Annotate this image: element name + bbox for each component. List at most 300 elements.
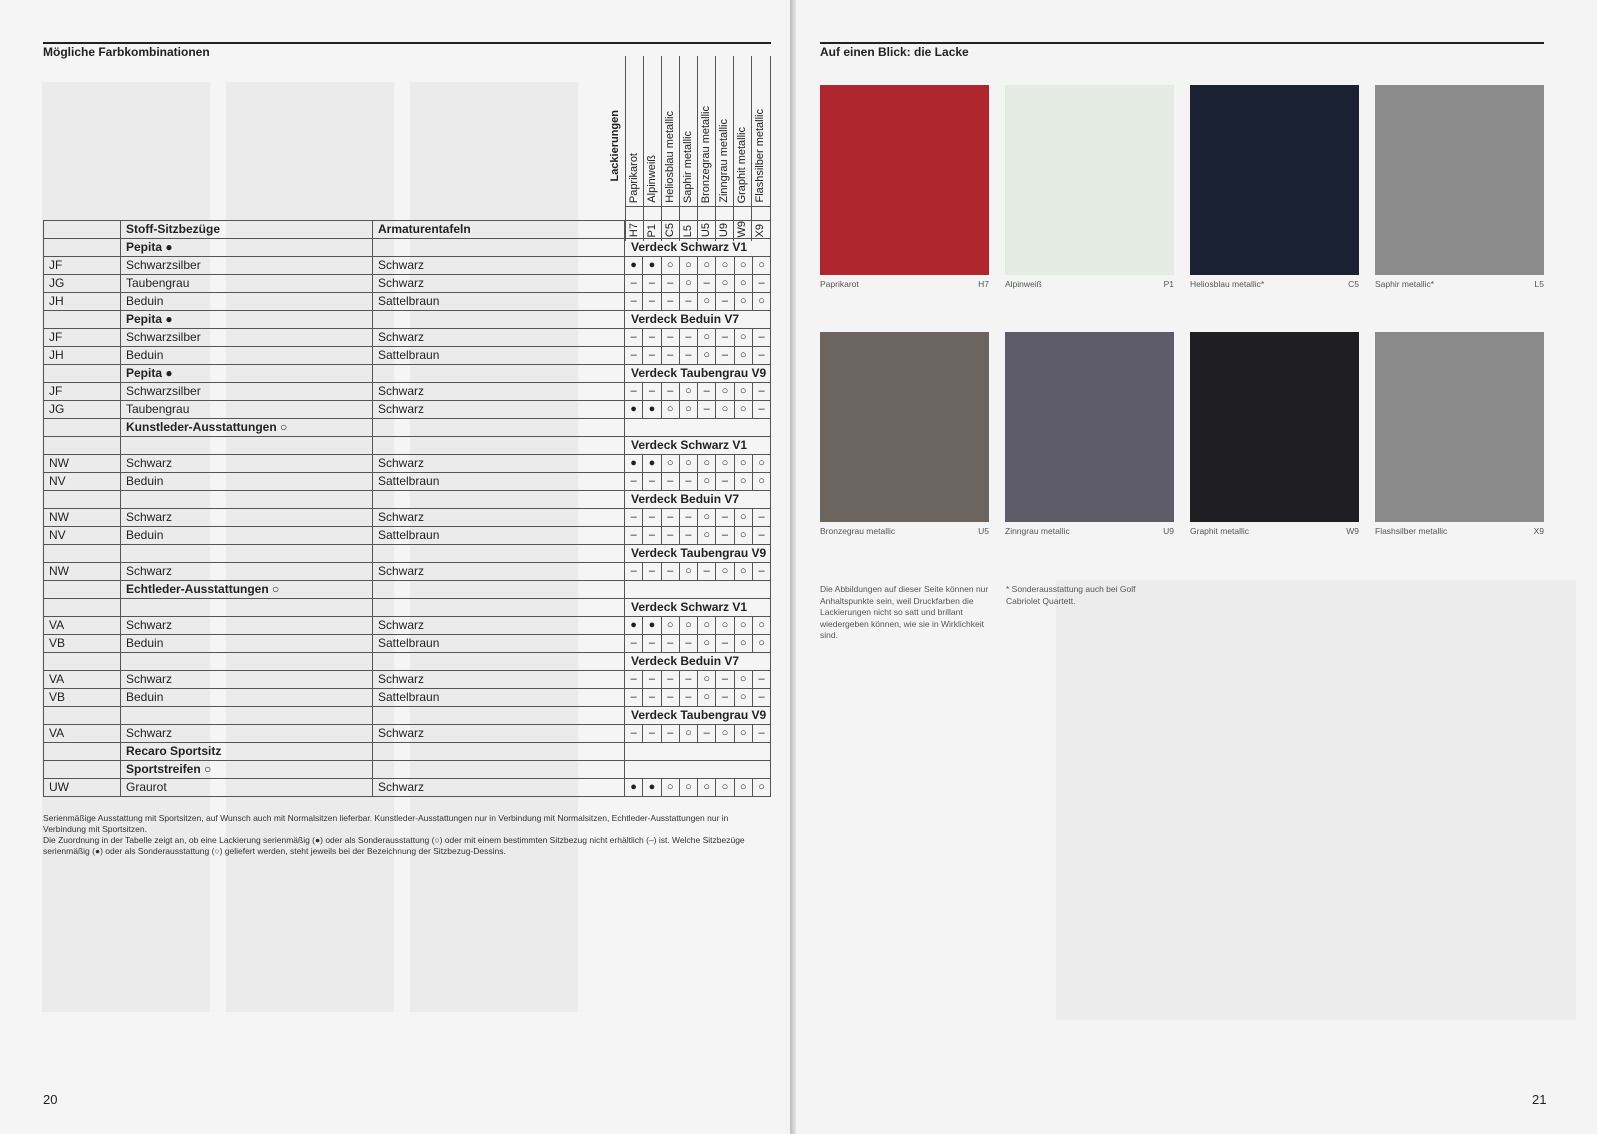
availability-mark: – (661, 563, 679, 581)
swatch-code: U9 (1163, 526, 1174, 536)
header-separator (752, 206, 770, 207)
availability-mark: – (752, 275, 770, 293)
lack-column-header (751, 56, 771, 241)
seat-cover: Schwarz (121, 455, 373, 473)
roof-label: Verdeck Schwarz V1 (625, 437, 771, 455)
availability-mark: – (716, 689, 734, 707)
paint-swatch (1375, 85, 1544, 275)
roof-label (625, 761, 771, 779)
swatch-code: C5 (1348, 279, 1359, 289)
footnote (43, 813, 771, 857)
dashboard: Schwarz (373, 725, 625, 743)
swatch-name: Bronzegrau metallic (820, 526, 896, 536)
page-title: Mögliche Farbkombinationen (43, 45, 210, 59)
swatch-code: X9 (1533, 526, 1544, 536)
row-code: NV (44, 473, 121, 491)
availability-mark: ● (625, 455, 643, 473)
availability-mark: ○ (661, 401, 679, 419)
dashboard: Schwarz (373, 329, 625, 347)
section-empty (373, 761, 625, 779)
availability-mark: – (625, 527, 643, 545)
table-row (44, 401, 771, 419)
availability-mark: ○ (716, 563, 734, 581)
availability-mark: – (716, 329, 734, 347)
availability-mark: ○ (734, 725, 752, 743)
roof-label: Verdeck Schwarz V1 (625, 239, 771, 257)
availability-mark: ○ (661, 617, 679, 635)
availability-mark: ○ (679, 455, 697, 473)
availability-mark: ○ (716, 455, 734, 473)
header-separator (716, 206, 734, 207)
availability-mark: – (679, 635, 697, 653)
dashboard: Sattelbraun (373, 293, 625, 311)
row-code: NW (44, 455, 121, 473)
availability-mark: – (661, 689, 679, 707)
swatch-code: U5 (978, 526, 989, 536)
table-row (44, 527, 771, 545)
availability-mark: – (661, 725, 679, 743)
header-seat-covers: Stoff-Sitzbezüge (121, 221, 373, 239)
availability-mark: – (643, 671, 661, 689)
swatch-name: Saphir metallic* (1375, 279, 1435, 289)
table-row (44, 455, 771, 473)
table-row (44, 563, 771, 581)
swatch-name: Graphit metallic (1190, 526, 1250, 536)
availability-mark: – (752, 329, 770, 347)
lack-code: C5 (664, 222, 676, 237)
dashboard: Sattelbraun (373, 347, 625, 365)
lack-code: L5 (682, 224, 694, 237)
section-empty (373, 419, 625, 437)
section-empty (373, 437, 625, 455)
row-code: NV (44, 527, 121, 545)
availability-mark: ○ (752, 617, 770, 635)
availability-mark: – (625, 725, 643, 743)
availability-mark: – (643, 563, 661, 581)
availability-mark: – (625, 383, 643, 401)
lack-column-header (625, 56, 644, 241)
availability-mark: – (661, 473, 679, 491)
availability-mark: ○ (734, 383, 752, 401)
availability-mark: – (625, 671, 643, 689)
availability-mark: ○ (698, 455, 716, 473)
section-row (44, 437, 771, 455)
availability-mark: – (679, 473, 697, 491)
dashboard: Schwarz (373, 671, 625, 689)
availability-mark: – (643, 329, 661, 347)
availability-mark: ○ (698, 617, 716, 635)
availability-mark: – (679, 689, 697, 707)
seat-cover: Beduin (121, 635, 373, 653)
left-page (0, 0, 790, 1134)
swatch-code: H7 (978, 279, 989, 289)
availability-mark: – (643, 725, 661, 743)
section-empty (373, 365, 625, 383)
availability-mark: ○ (716, 275, 734, 293)
availability-mark: – (643, 635, 661, 653)
availability-mark: – (752, 671, 770, 689)
availability-mark: – (625, 293, 643, 311)
availability-mark: ○ (716, 779, 734, 797)
availability-mark: ○ (716, 617, 734, 635)
row-code (44, 311, 121, 329)
footnote-paragraph: Serienmäßige Ausstattung mit Sportsitzen, auf Wunsch auch mit Normalsitzen lieferbar. Kunstleder-Ausstattungen nur in Verbindung mit Normalsitzen, Echtleder-Ausstattungen nur in Verbindung mit Sportsitzen. (43, 813, 729, 834)
section-label (121, 599, 373, 617)
footnote-paragraph: Die Zuordnung in der Tabelle zeigt an, ob eine Lackierung serienmäßig (●) oder als Sonderausstattung (○) oder mit einem bestimmten Sitzbezug nicht erhältlich (–) ist. Welche Sitzbezüge serienmäßig (●) oder als Sonderausstattung (○) geliefert werden, steht jeweils bei der Bezeichnung der Sitzbezug-Dessins. (43, 835, 745, 856)
paint-swatch (1005, 332, 1174, 522)
lack-name: Paprikarot (628, 152, 640, 203)
availability-mark: – (661, 293, 679, 311)
section-empty (373, 743, 625, 761)
lack-name: Flashsilber metallic (754, 109, 766, 203)
availability-mark: – (716, 293, 734, 311)
header-separator (698, 206, 716, 207)
section-empty (373, 239, 625, 257)
row-code: NW (44, 563, 121, 581)
availability-mark: ○ (679, 275, 697, 293)
roof-label (625, 581, 771, 599)
dashboard: Schwarz (373, 401, 625, 419)
section-row (44, 743, 771, 761)
dashboard: Sattelbraun (373, 527, 625, 545)
availability-mark: – (752, 383, 770, 401)
header-dashboards: Armaturentafeln (373, 221, 625, 239)
seat-cover: Schwarz (121, 671, 373, 689)
row-code: JG (44, 275, 121, 293)
section-row (44, 545, 771, 563)
dashboard: Sattelbraun (373, 689, 625, 707)
availability-mark: ○ (698, 293, 716, 311)
availability-mark: ○ (698, 527, 716, 545)
right-page (796, 0, 1597, 1134)
section-row (44, 761, 771, 779)
availability-mark: ○ (698, 779, 716, 797)
availability-mark: ○ (698, 329, 716, 347)
availability-mark: ○ (734, 347, 752, 365)
availability-mark: ○ (698, 473, 716, 491)
availability-mark: – (661, 671, 679, 689)
availability-mark: – (752, 509, 770, 527)
section-row (44, 239, 771, 257)
section-row (44, 581, 771, 599)
availability-mark: – (716, 527, 734, 545)
special-equipment-note: * Sonderausstattung auch bei Golf Cabriolet Quartett. (1006, 584, 1136, 606)
header-code (44, 221, 121, 239)
roof-label: Verdeck Beduin V7 (625, 491, 771, 509)
header-separator (680, 206, 698, 207)
table-row (44, 671, 771, 689)
row-code: VA (44, 725, 121, 743)
lack-column-header (661, 56, 680, 241)
availability-mark: ○ (734, 617, 752, 635)
seat-cover: Beduin (121, 293, 373, 311)
availability-mark: ○ (679, 383, 697, 401)
availability-mark: ● (643, 455, 661, 473)
availability-mark: ● (643, 617, 661, 635)
row-code: JF (44, 329, 121, 347)
seat-cover: Schwarz (121, 617, 373, 635)
paint-swatch (1190, 332, 1359, 522)
roof-label (625, 419, 771, 437)
table-row (44, 509, 771, 527)
paint-swatch (820, 85, 989, 275)
table-row (44, 275, 771, 293)
availability-mark: ○ (716, 401, 734, 419)
seat-cover: Schwarz (121, 509, 373, 527)
table-header-row (44, 221, 771, 239)
row-code (44, 761, 121, 779)
section-empty (373, 653, 625, 671)
row-code: JH (44, 347, 121, 365)
availability-mark: – (661, 347, 679, 365)
availability-mark: – (752, 563, 770, 581)
availability-mark: – (661, 329, 679, 347)
row-code: JF (44, 257, 121, 275)
availability-mark: – (625, 689, 643, 707)
row-code (44, 437, 121, 455)
availability-mark: – (643, 347, 661, 365)
table-row (44, 293, 771, 311)
swatch-name: Flashsilber metallic (1375, 526, 1448, 536)
lack-code: U5 (700, 222, 712, 237)
lack-column-header (715, 56, 734, 241)
availability-mark: – (679, 293, 697, 311)
availability-mark: – (679, 671, 697, 689)
table-row (44, 635, 771, 653)
availability-mark: ○ (752, 455, 770, 473)
availability-mark: – (625, 329, 643, 347)
lack-column-header (733, 56, 752, 241)
row-code (44, 743, 121, 761)
availability-mark: – (643, 473, 661, 491)
lack-code: W9 (736, 220, 748, 237)
availability-mark: – (625, 473, 643, 491)
swatch-name: Zinngrau metallic (1005, 526, 1070, 536)
availability-mark: – (752, 689, 770, 707)
availability-mark: – (661, 509, 679, 527)
availability-mark: ○ (734, 671, 752, 689)
page-title: Auf einen Blick: die Lacke (820, 45, 969, 59)
row-code (44, 545, 121, 563)
lack-column-header (697, 56, 716, 241)
availability-mark: ○ (679, 725, 697, 743)
seat-cover: Schwarz (121, 725, 373, 743)
availability-mark: ○ (698, 635, 716, 653)
availability-mark: – (752, 401, 770, 419)
availability-mark: ○ (716, 257, 734, 275)
availability-mark: – (643, 509, 661, 527)
availability-mark: ● (625, 779, 643, 797)
section-row (44, 419, 771, 437)
table-row (44, 329, 771, 347)
section-label: Kunstleder-Ausstattungen ○ (121, 419, 373, 437)
availability-mark: ○ (734, 473, 752, 491)
availability-mark: ○ (698, 509, 716, 527)
availability-mark: ○ (734, 455, 752, 473)
availability-mark: ○ (734, 563, 752, 581)
row-code: VB (44, 689, 121, 707)
background-ghost (1056, 580, 1576, 1020)
paint-swatch (820, 332, 989, 522)
availability-mark: – (661, 527, 679, 545)
availability-mark: – (661, 275, 679, 293)
color-combination-table (43, 220, 771, 797)
seat-cover: Graurot (121, 779, 373, 797)
section-label (121, 653, 373, 671)
availability-mark: ○ (734, 527, 752, 545)
seat-cover: Beduin (121, 527, 373, 545)
dashboard: Schwarz (373, 275, 625, 293)
lack-code: P1 (646, 223, 658, 237)
availability-mark: – (752, 347, 770, 365)
availability-mark: ○ (661, 257, 679, 275)
availability-mark: – (625, 275, 643, 293)
header-separator (662, 206, 680, 207)
seat-cover: Schwarzsilber (121, 257, 373, 275)
availability-mark: ○ (661, 455, 679, 473)
section-label (121, 707, 373, 725)
availability-mark: – (716, 509, 734, 527)
row-code: VA (44, 671, 121, 689)
availability-mark: – (698, 383, 716, 401)
availability-mark: – (716, 635, 734, 653)
lack-name: Saphir metallic (682, 130, 694, 203)
seat-cover: Beduin (121, 473, 373, 491)
lack-column-header (643, 56, 662, 241)
row-code (44, 581, 121, 599)
section-label: Recaro Sportsitz (121, 743, 373, 761)
lack-name: Heliosblau metallic (664, 111, 676, 203)
seat-cover: Schwarz (121, 563, 373, 581)
availability-mark: ○ (752, 293, 770, 311)
lack-column-headers (608, 56, 771, 241)
availability-mark: – (625, 509, 643, 527)
roof-label: Verdeck Taubengrau V9 (625, 707, 771, 725)
availability-mark: ○ (752, 779, 770, 797)
table-row (44, 689, 771, 707)
row-code: VB (44, 635, 121, 653)
availability-mark: – (698, 401, 716, 419)
availability-mark: ○ (679, 563, 697, 581)
section-row (44, 491, 771, 509)
lack-name: Graphit metallic (736, 126, 748, 203)
header-lack-spacer (625, 221, 771, 239)
availability-mark: ○ (716, 383, 734, 401)
availability-mark: – (752, 527, 770, 545)
lack-column-header (679, 56, 698, 241)
header-separator (644, 206, 662, 207)
dashboard: Schwarz (373, 455, 625, 473)
availability-mark: ○ (698, 347, 716, 365)
print-note: Die Abbildungen auf dieser Seite können nur Anhaltspunkte sein, weil Druckfarben die Lackierungen nicht so satt und brillant wiedergeben können, wie sie in Wirklichkeit sind. (820, 584, 989, 640)
availability-mark: – (643, 293, 661, 311)
roof-label: Verdeck Schwarz V1 (625, 599, 771, 617)
dashboard: Sattelbraun (373, 473, 625, 491)
row-code (44, 419, 121, 437)
availability-mark: ● (625, 617, 643, 635)
dashboard: Schwarz (373, 383, 625, 401)
section-row (44, 599, 771, 617)
seat-cover: Taubengrau (121, 275, 373, 293)
lack-name: Zinngrau metallic (718, 119, 730, 203)
lack-code: U9 (718, 222, 730, 237)
availability-mark: – (625, 563, 643, 581)
seat-cover: Schwarzsilber (121, 383, 373, 401)
availability-mark: ○ (734, 257, 752, 275)
swatch-name: Alpinweiß (1005, 279, 1042, 289)
seat-cover: Schwarzsilber (121, 329, 373, 347)
availability-mark: ○ (734, 275, 752, 293)
header-separator (734, 206, 752, 207)
table-row (44, 257, 771, 275)
availability-mark: ○ (734, 635, 752, 653)
availability-mark: – (698, 563, 716, 581)
availability-mark: ● (643, 401, 661, 419)
row-code: VA (44, 617, 121, 635)
table-row (44, 347, 771, 365)
availability-mark: ○ (698, 689, 716, 707)
section-label: Pepita ● (121, 365, 373, 383)
availability-mark: ● (625, 257, 643, 275)
availability-mark: – (679, 347, 697, 365)
section-label (121, 491, 373, 509)
availability-mark: – (716, 473, 734, 491)
table-row (44, 383, 771, 401)
row-code (44, 239, 121, 257)
swatch-code: L5 (1534, 279, 1544, 289)
table-row (44, 473, 771, 491)
availability-mark: – (643, 383, 661, 401)
lack-header: Lackierungen (609, 110, 621, 182)
availability-mark: ○ (661, 779, 679, 797)
availability-mark: – (661, 635, 679, 653)
section-row (44, 365, 771, 383)
availability-mark: ○ (698, 671, 716, 689)
availability-mark: ○ (679, 779, 697, 797)
availability-mark: ○ (734, 401, 752, 419)
dashboard: Schwarz (373, 509, 625, 527)
availability-mark: – (625, 635, 643, 653)
availability-mark: ○ (752, 473, 770, 491)
availability-mark: ○ (679, 617, 697, 635)
swatch-name: Paprikarot (820, 279, 859, 289)
lack-code: X9 (754, 223, 766, 237)
row-code (44, 491, 121, 509)
paint-swatch (1375, 332, 1544, 522)
row-code: UW (44, 779, 121, 797)
availability-mark: – (698, 725, 716, 743)
page-number: 21 (1532, 1092, 1547, 1107)
row-code: NW (44, 509, 121, 527)
availability-mark: – (643, 275, 661, 293)
availability-mark: ● (643, 779, 661, 797)
row-code (44, 653, 121, 671)
availability-mark: – (679, 329, 697, 347)
availability-mark: – (643, 689, 661, 707)
availability-mark: ○ (734, 329, 752, 347)
section-empty (373, 311, 625, 329)
dashboard: Sattelbraun (373, 635, 625, 653)
lack-name: Alpinweiß (646, 155, 658, 203)
availability-mark: – (679, 509, 697, 527)
availability-mark: ○ (752, 257, 770, 275)
availability-mark: ○ (698, 257, 716, 275)
row-code: JF (44, 383, 121, 401)
availability-mark: ○ (734, 509, 752, 527)
section-empty (373, 545, 625, 563)
roof-label (625, 743, 771, 761)
seat-cover: Beduin (121, 347, 373, 365)
